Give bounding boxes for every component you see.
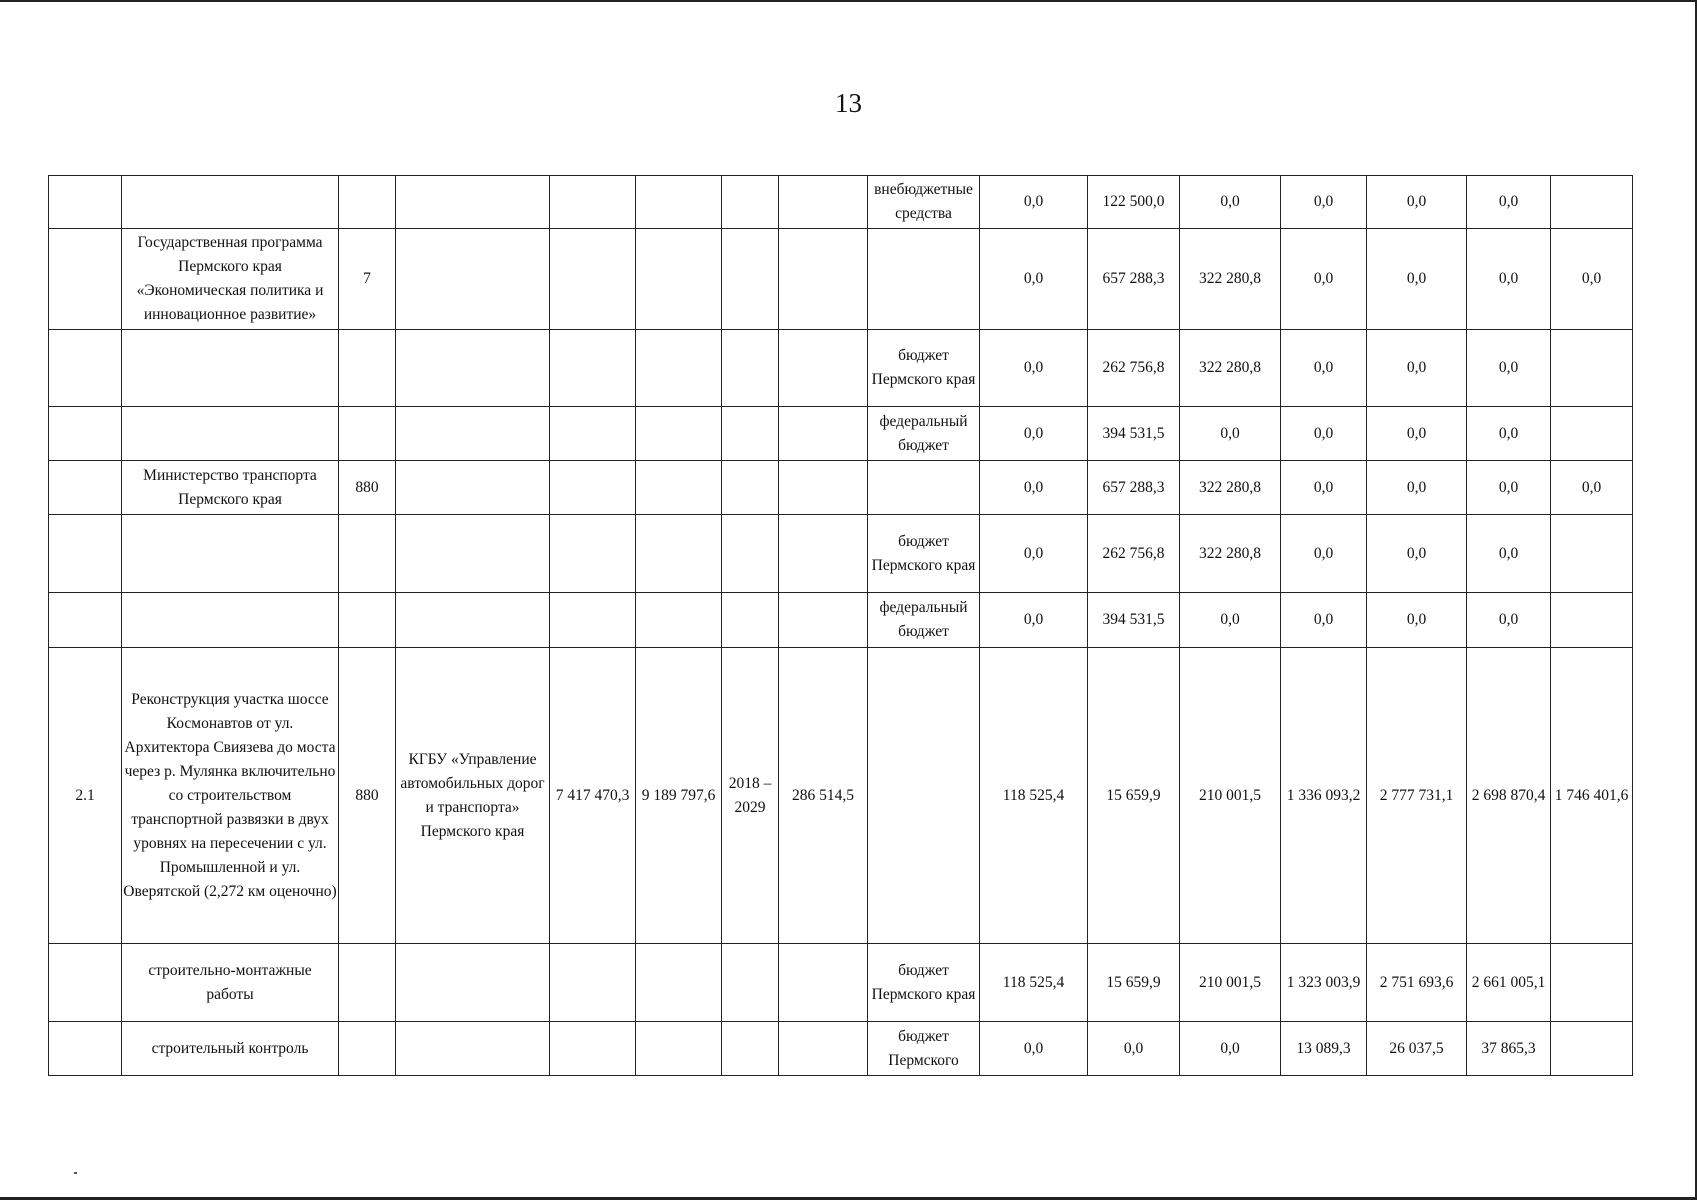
table-cell-y7 [1551,515,1633,593]
table-cell-y1: 0,0 [980,593,1088,648]
table-cell-name [122,407,339,461]
table-cell-y1: 0,0 [980,461,1088,515]
table-cell-y3: 322 280,8 [1180,461,1281,515]
table-cell-executor: КГБУ «Управление автомобильных дорог и транспорта» Пермского края [396,648,550,944]
table-cell-y5: 26 037,5 [1367,1022,1467,1076]
table-cell-y6: 0,0 [1467,229,1551,330]
table-cell-y7 [1551,944,1633,1022]
table-cell-y4: 1 323 003,9 [1281,944,1367,1022]
table-cell-spent [779,944,868,1022]
table-cell-y3: 0,0 [1180,176,1281,229]
table-cell-code [339,944,396,1022]
table-row [49,593,1633,648]
table-cell-cost-estimate [636,229,722,330]
table-cell-y7 [1551,176,1633,229]
table-cell-y3: 0,0 [1180,593,1281,648]
table-cell-y6: 0,0 [1467,330,1551,407]
table-cell-period [722,461,779,515]
table-cell-executor [396,1022,550,1076]
table-cell-y3: 322 280,8 [1180,515,1281,593]
table-row [49,461,1633,515]
table-cell-number: 2.1 [49,648,122,944]
table-cell-y1: 0,0 [980,176,1088,229]
table-cell-name [122,593,339,648]
table-row [49,330,1633,407]
table-cell-y1: 0,0 [980,330,1088,407]
table-cell-y6: 2 698 870,4 [1467,648,1551,944]
table-cell-y2: 122 500,0 [1088,176,1180,229]
table-cell-code [339,1022,396,1076]
table-cell-code [339,593,396,648]
table-cell-cost-total [550,229,636,330]
table-cell-y7: 0,0 [1551,229,1633,330]
table-cell-executor [396,229,550,330]
table-cell-number [49,944,122,1022]
table-cell-source: внебюджетные средства [868,176,980,229]
table-cell-cost-estimate [636,407,722,461]
table-cell-cost-total [550,176,636,229]
table-cell-cost-estimate [636,1022,722,1076]
table-cell-code: 7 [339,229,396,330]
table-cell-period [722,593,779,648]
table-cell-source: бюджет Пермского края [868,944,980,1022]
table-cell-name [122,176,339,229]
table-cell-cost-estimate [636,176,722,229]
table-cell-source: бюджет Пермского края [868,515,980,593]
table-cell-y3: 322 280,8 [1180,229,1281,330]
table-cell-y5: 0,0 [1367,593,1467,648]
table-cell-number [49,407,122,461]
table-cell-y2: 394 531,5 [1088,407,1180,461]
table-cell-y4: 0,0 [1281,407,1367,461]
table-cell-spent [779,1022,868,1076]
table-cell-source: федеральный бюджет [868,407,980,461]
table-cell-y7: 0,0 [1551,461,1633,515]
table-cell-number [49,1022,122,1076]
table-cell-y4: 0,0 [1281,229,1367,330]
table-cell-y3: 0,0 [1180,1022,1281,1076]
table-cell-code: 880 [339,648,396,944]
table-cell-cost-total [550,593,636,648]
table-cell-y2: 0,0 [1088,1022,1180,1076]
table-cell-period [722,330,779,407]
table-cell-period: 2018 – 2029 [722,648,779,944]
table-cell-y4: 0,0 [1281,593,1367,648]
table-cell-y2: 262 756,8 [1088,330,1180,407]
table-cell-name: Государственная программа Пермского края «Экономическая политика и инновационное развитие» [122,229,339,330]
page-number: 13 [835,88,862,118]
table-cell-number [49,229,122,330]
table-cell-source: федеральный бюджет [868,593,980,648]
table-cell-source: бюджет Пермского края [868,330,980,407]
table-cell-period [722,944,779,1022]
table-cell-y2: 15 659,9 [1088,944,1180,1022]
table-cell-name [122,330,339,407]
table-cell-y1: 0,0 [980,1022,1088,1076]
table-row [49,648,1633,944]
table-cell-name: строительный контроль [122,1022,339,1076]
table-cell-cost-total [550,515,636,593]
table-cell-y2: 657 288,3 [1088,229,1180,330]
table-cell-y4: 0,0 [1281,176,1367,229]
scan-speck [74,1172,77,1174]
table-cell-y6: 0,0 [1467,593,1551,648]
table-cell-cost-estimate [636,461,722,515]
table-cell-name: Реконструкция участка шоссе Космонавтов от ул. Архитектора Свиязева до моста через р. Мулянка включительно со строительством транспортной развязки в двух уровнях на пересечении с ул. Промышленной и ул. Оверятской (2,272 км оценочно) [122,648,339,944]
table-cell-spent [779,176,868,229]
table-cell-code: 880 [339,461,396,515]
table-cell-y4: 13 089,3 [1281,1022,1367,1076]
table-cell-cost-estimate [636,593,722,648]
table-row [49,229,1633,330]
table-cell-y6: 37 865,3 [1467,1022,1551,1076]
table-cell-y7 [1551,1022,1633,1076]
table-cell-spent [779,330,868,407]
table-cell-y6: 0,0 [1467,461,1551,515]
table-cell-y6: 2 661 005,1 [1467,944,1551,1022]
table-cell-period [722,407,779,461]
table-cell-y5: 0,0 [1367,330,1467,407]
table-cell-code [339,176,396,229]
table-cell-y6: 0,0 [1467,515,1551,593]
table-cell-y4: 0,0 [1281,515,1367,593]
table-cell-code [339,407,396,461]
table-cell-spent [779,515,868,593]
table-cell-spent [779,407,868,461]
table-cell-y7 [1551,593,1633,648]
table-cell-executor [396,944,550,1022]
table-cell-source [868,461,980,515]
table-cell-y7 [1551,407,1633,461]
table-cell-period [722,176,779,229]
table-cell-source: бюджет Пермского [868,1022,980,1076]
table-cell-number [49,330,122,407]
budget-table [48,175,1633,1076]
table-row [49,176,1633,229]
table-cell-executor [396,593,550,648]
table-cell-y1: 0,0 [980,515,1088,593]
table-row [49,1022,1633,1076]
table-cell-y5: 0,0 [1367,461,1467,515]
table-cell-y1: 118 525,4 [980,944,1088,1022]
table-cell-cost-total [550,461,636,515]
table-cell-executor [396,330,550,407]
table-cell-y7: 1 746 401,6 [1551,648,1633,944]
table-cell-spent [779,593,868,648]
table-cell-y4: 1 336 093,2 [1281,648,1367,944]
table-cell-y4: 0,0 [1281,461,1367,515]
table-cell-y1: 118 525,4 [980,648,1088,944]
table-cell-name [122,515,339,593]
table-cell-y6: 0,0 [1467,176,1551,229]
table-row [49,407,1633,461]
table-cell-y1: 0,0 [980,407,1088,461]
table-cell-y6: 0,0 [1467,407,1551,461]
table-cell-executor [396,515,550,593]
table-cell-cost-total [550,944,636,1022]
table-cell-executor [396,176,550,229]
table-cell-y3: 210 001,5 [1180,648,1281,944]
table-cell-y3: 0,0 [1180,407,1281,461]
table-cell-cost-total: 7 417 470,3 [550,648,636,944]
table-cell-cost-estimate [636,944,722,1022]
table-cell-y5: 0,0 [1367,176,1467,229]
table-cell-number [49,593,122,648]
table-cell-y3: 322 280,8 [1180,330,1281,407]
table-cell-period [722,515,779,593]
table-cell-y7 [1551,330,1633,407]
table-cell-y4: 0,0 [1281,330,1367,407]
table-cell-y5: 0,0 [1367,407,1467,461]
table-cell-spent: 286 514,5 [779,648,868,944]
table-cell-y5: 0,0 [1367,229,1467,330]
table-cell-executor [396,407,550,461]
table-cell-name: строительно-монтажные работы [122,944,339,1022]
table-row [49,944,1633,1022]
table-cell-y2: 657 288,3 [1088,461,1180,515]
table-cell-code [339,330,396,407]
table-row [49,515,1633,593]
table-cell-cost-total [550,330,636,407]
table-cell-source [868,229,980,330]
table-cell-cost-total [550,1022,636,1076]
table-cell-spent [779,229,868,330]
table-cell-period [722,1022,779,1076]
table-cell-y1: 0,0 [980,229,1088,330]
table-cell-period [722,229,779,330]
table-cell-y2: 262 756,8 [1088,515,1180,593]
table-cell-cost-total [550,407,636,461]
table-cell-source [868,648,980,944]
table-cell-y5: 2 777 731,1 [1367,648,1467,944]
table-cell-number [49,461,122,515]
table-cell-y5: 2 751 693,6 [1367,944,1467,1022]
table-cell-y5: 0,0 [1367,515,1467,593]
table-cell-y3: 210 001,5 [1180,944,1281,1022]
table-cell-cost-estimate [636,330,722,407]
table-cell-cost-estimate [636,515,722,593]
table-cell-spent [779,461,868,515]
scan-edge-top [0,0,1697,2]
table-cell-y2: 15 659,9 [1088,648,1180,944]
table-cell-number [49,515,122,593]
table-cell-name: Министерство транспорта Пермского края [122,461,339,515]
table-cell-code [339,515,396,593]
table-cell-cost-estimate: 9 189 797,6 [636,648,722,944]
table-cell-y2: 394 531,5 [1088,593,1180,648]
table-cell-executor [396,461,550,515]
table-cell-number [49,176,122,229]
